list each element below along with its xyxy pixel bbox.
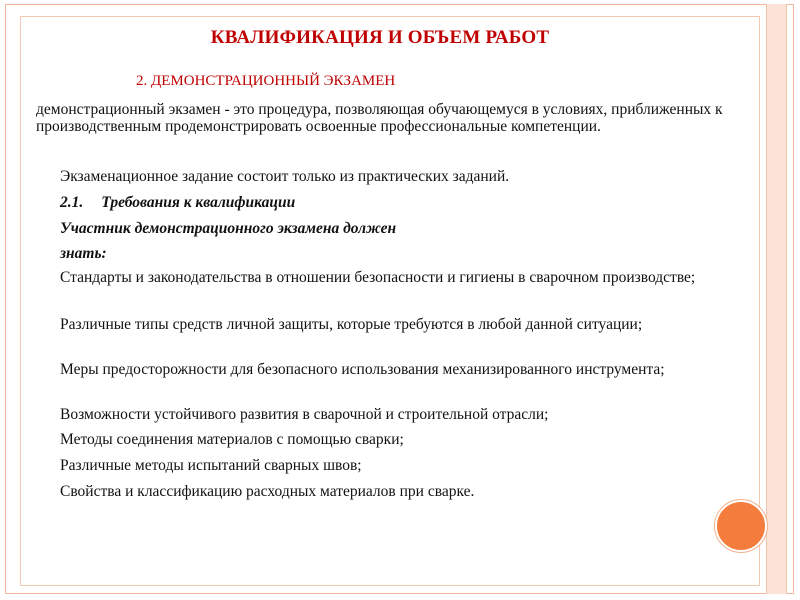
decorative-side-band xyxy=(766,4,787,594)
section-heading: Требования к квалификации xyxy=(101,194,296,211)
list-item-text: Свойства и классификацию расходных материалов при сварке. xyxy=(60,483,475,500)
list-item-text: Меры предосторожности для безопасного использования механизированного инструмента; xyxy=(60,361,665,378)
list-item xyxy=(36,219,736,238)
list-item-text: Участник демонстрационного экзамена должен xyxy=(60,220,397,237)
list-item-text: Стандарты и законодательства в отношении безопасности и гигиены в сварочном производстве; xyxy=(60,269,696,286)
list-item xyxy=(36,268,736,287)
list-item-text: Методы соединения материалов с помощью сварки; xyxy=(60,431,404,448)
list-item-text: Экзаменационное задание состоит только из практических заданий. xyxy=(60,168,510,185)
list-item-text: Возможности устойчивого развития в сварочной и строительной отрасли; xyxy=(60,406,549,423)
list-item xyxy=(36,167,736,186)
list-item xyxy=(36,315,736,334)
list-item xyxy=(36,193,736,212)
list-item-text: Различные типы средств личной защиты, которые требуются в любой данной ситуации; xyxy=(60,316,643,333)
slide-subtitle: 2. ДЕМОНСТРАЦИОННЫЙ ЭКЗАМЕН xyxy=(136,73,396,89)
decorative-circle xyxy=(715,500,767,552)
slide-title: КВАЛИФИКАЦИЯ И ОБЪЕМ РАБОТ xyxy=(210,27,550,48)
definition-paragraph: демонстрационный экзамен - это процедура, позволяющая обучающемуся в условиях, приближенных к производственным продемонстрировать освоенные профессиональные компетенции. xyxy=(36,101,723,135)
list-item-text: знать: xyxy=(60,245,107,262)
list-item xyxy=(36,244,736,263)
list-item xyxy=(36,360,736,379)
list-item xyxy=(36,456,736,475)
list-item-text: Различные методы испытаний сварных швов; xyxy=(60,457,362,474)
list-item xyxy=(36,430,736,449)
list-item xyxy=(36,405,736,424)
section-number: 2.1. xyxy=(60,194,84,211)
list-item xyxy=(36,482,736,501)
